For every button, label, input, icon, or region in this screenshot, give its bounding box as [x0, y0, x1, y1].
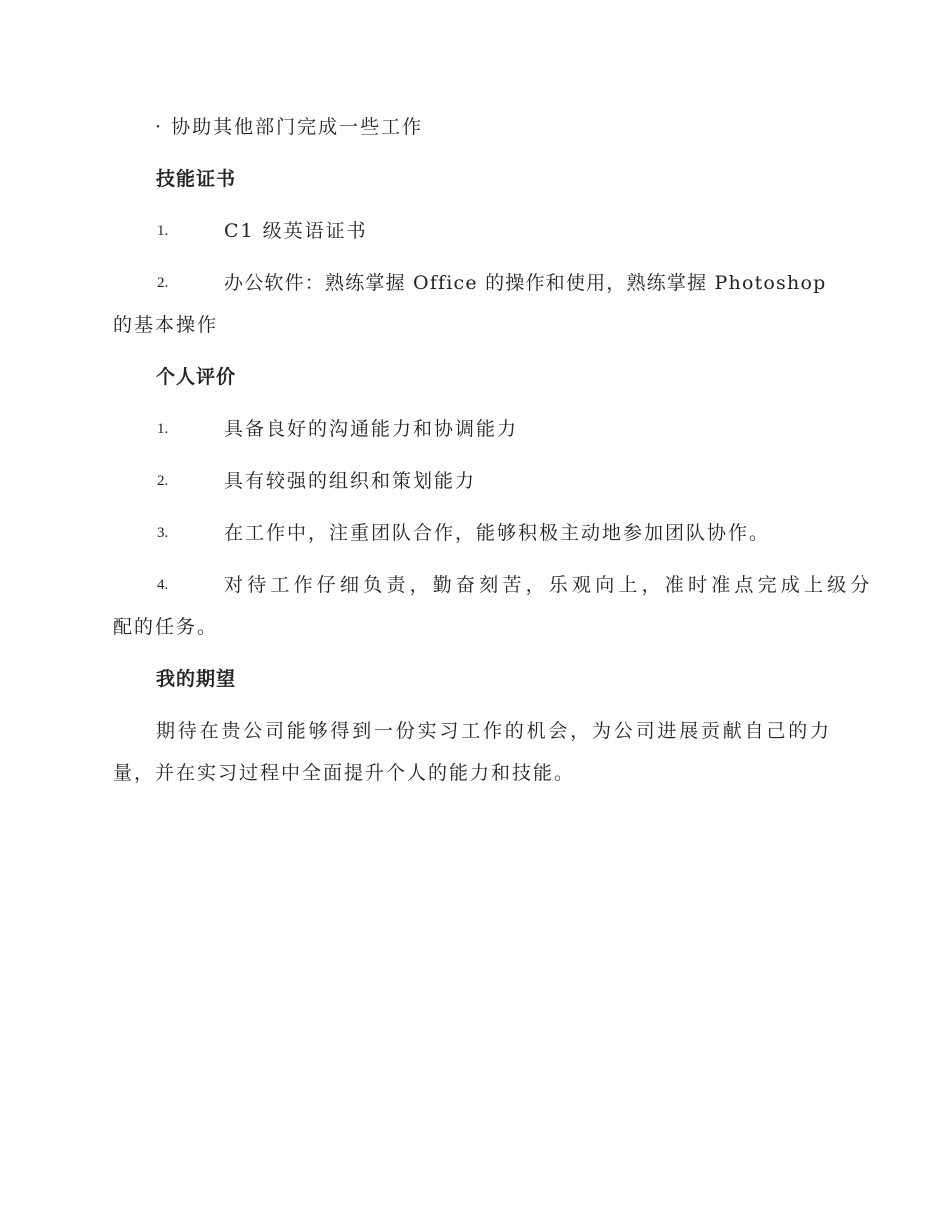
skills-item-2-number: 2.	[157, 275, 169, 291]
evaluation-item-4-text-line2: 配的任务。	[113, 616, 219, 638]
skills-item-2-text-line2: 的基本操作	[113, 314, 219, 336]
evaluation-item-2-text: 具有较强的组织和策划能力	[224, 470, 477, 492]
evaluation-item-1-number: 1.	[157, 421, 169, 437]
evaluation-item-3-number: 3.	[157, 525, 169, 541]
skills-heading: 技能证书	[156, 168, 237, 190]
evaluation-item-1-text: 具备良好的沟通能力和协调能力	[224, 418, 519, 440]
skills-item-2-text-line1: 办公软件：熟练掌握 Office 的操作和使用，熟练掌握 Photoshop	[224, 272, 827, 294]
evaluation-item-2-number: 2.	[157, 473, 169, 489]
evaluation-item-4-text-line1: 对待工作仔细负责，勤奋刻苦，乐观向上，准时准点完成上级分	[224, 574, 874, 596]
skills-item-1-number: 1.	[157, 223, 169, 239]
evaluation-item-4-number: 4.	[157, 577, 169, 593]
evaluation-heading: 个人评价	[156, 366, 237, 388]
expectation-heading: 我的期望	[156, 668, 237, 690]
expectation-text-line1: 期待在贵公司能够得到一份实习工作的机会，为公司进展贡献自己的力	[156, 720, 832, 742]
evaluation-item-3-text: 在工作中，注重团队合作，能够积极主动地参加团队协作。	[224, 522, 771, 544]
expectation-text-line2: 量，并在实习过程中全面提升个人的能力和技能。	[113, 762, 576, 784]
skills-item-1-text: C1 级英语证书	[224, 220, 368, 242]
bullet-item: · 协助其他部门完成一些工作	[155, 116, 424, 138]
